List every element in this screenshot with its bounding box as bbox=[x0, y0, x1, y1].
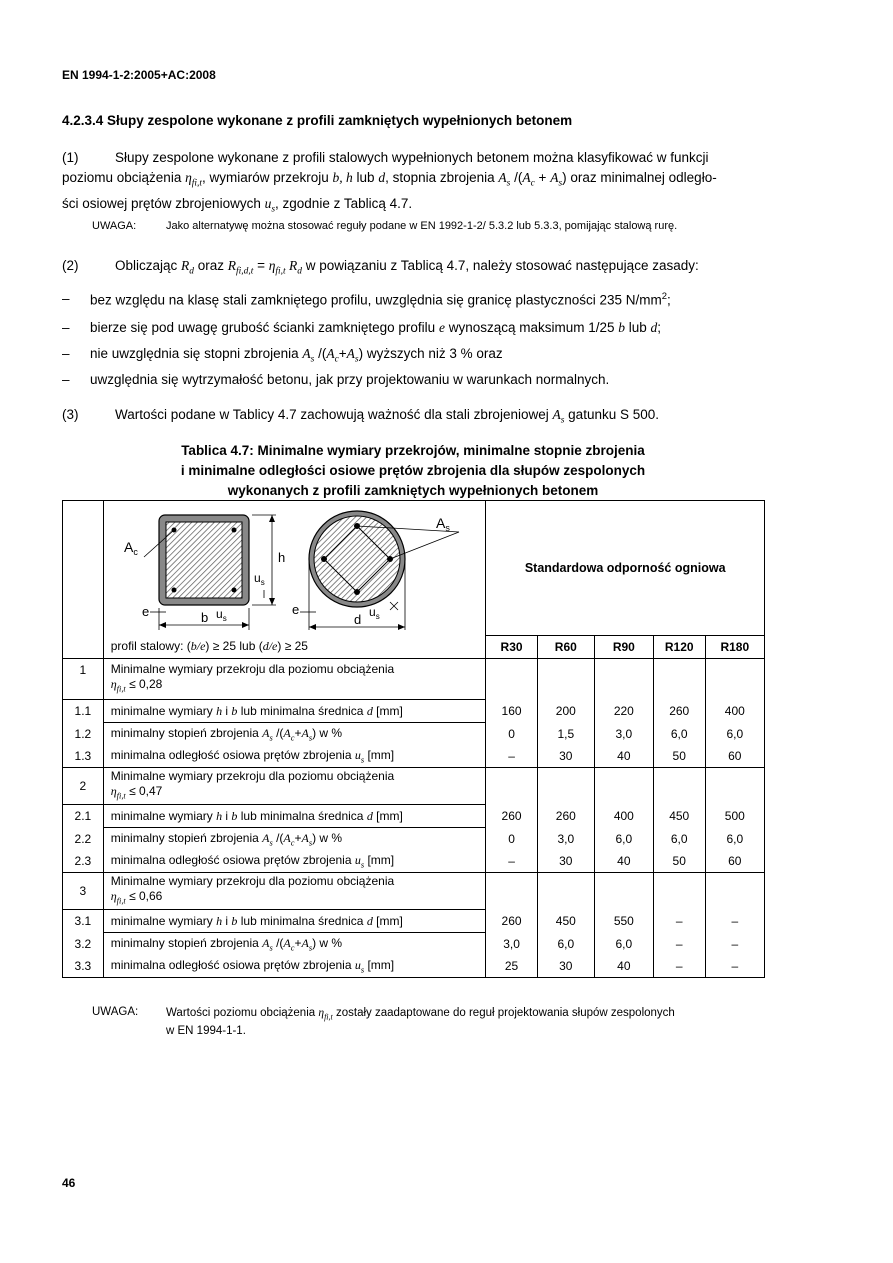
note-text: Jako alternatywę można stosować reguły podane w EN 1992-1-2/ 5.3.2 lub 5.3.3, pomijając stalową rurę. bbox=[166, 220, 678, 232]
note-text: Wartości poziomu obciążenia $\eta_{fi,t}$ zostały zaadaptowane do reguł projektowania słupów zespolonych w EN 1994-1-1. bbox=[166, 1007, 675, 1038]
label-ac: $A_c$ bbox=[123, 538, 138, 557]
col-r30: R30 bbox=[486, 635, 537, 658]
label-e-circle: e bbox=[291, 601, 299, 617]
section-title: 4.2.3.4 Słupy zespolone wykonane z profili zamkniętych wypełnionych betonem bbox=[62, 113, 573, 128]
paragraph-2: (2) Obliczając $R_d$ oraz $R_{fi,d,t} = \eta_{fi,t}$ $R_d$ w powiązaniu z Tablicą 4.7, należy stosować następujące zasady: bbox=[62, 258, 699, 277]
col-r180: R180 bbox=[705, 635, 764, 658]
col-r90: R90 bbox=[594, 635, 653, 658]
paragraph-1: (1) Słupy zespolone wykonane z profili stalowych wypełnionych betonem można klasyfikować w funkcji poziomu obciążenia $\eta_{fi,t}$, wymiarów przekroju b, h lub d, stopnia zbrojenia $A_s$ $/(A_c + A_s)$ oraz minimalnej odległo- ści osiowej prętów zbrojeniowych $u_s$, zgodnie z Tablicą 4.7. bbox=[62, 150, 717, 215]
group-title: Minimalne wymiary przekroju dla poziomu obciążenia $\eta_{fi,t} \le 0,47$ bbox=[103, 768, 486, 805]
label-us-horizontal: $u_s$ bbox=[215, 606, 227, 623]
paragraph-3: (3) Wartości podane w Tablicy 4.7 zachowują ważność dla stali zbrojeniowej $A_s$ gatunku S 500. bbox=[62, 407, 659, 426]
cross-section-diagram bbox=[104, 502, 479, 635]
label-e-square: e bbox=[141, 603, 149, 619]
note-label: UWAGA: bbox=[92, 1006, 139, 1018]
table-row: 3.3 minimalna odległość osiowa prętów zbrojenia $u_s$ [mm] 25 30 40 – – bbox=[63, 955, 765, 978]
table-row: 2.1 minimalne wymiary h i b lub minimalna średnica d [mm] 260 260 400 450 500 bbox=[63, 805, 765, 828]
group-title: Minimalne wymiary przekroju dla poziomu obciążenia $\eta_{fi,t} \le 0,28$ bbox=[103, 659, 486, 700]
label-h: h bbox=[277, 549, 285, 565]
note-label: UWAGA: bbox=[92, 220, 137, 232]
label-us-vertical: $u_s$ bbox=[253, 570, 265, 587]
table-row: 3.1 minimalne wymiary h i b lub minimalna średnica d [mm] 260 450 550 – – bbox=[63, 910, 765, 933]
rebar-dot bbox=[354, 589, 360, 595]
rebar-dot bbox=[231, 587, 236, 592]
label-us-circle: $u_s$ bbox=[368, 604, 380, 621]
table-row: 2.2 minimalny stopień zbrojenia $A_s$ $/(A_c+A_s)$ w % 0 3,0 6,0 6,0 6,0 bbox=[63, 828, 765, 851]
rebar-dot bbox=[171, 587, 176, 592]
col-r120: R120 bbox=[653, 635, 705, 658]
group-number: 2 bbox=[63, 768, 104, 805]
label-as: $A_s$ bbox=[435, 514, 450, 533]
col-r60: R60 bbox=[537, 635, 594, 658]
page-number: 46 bbox=[62, 1176, 76, 1190]
table-row: 1.2 minimalny stopień zbrojenia $A_s$ $/(A_c+A_s)$ w % 0 1,5 3,0 6,0 6,0 bbox=[63, 723, 765, 746]
label-b: b bbox=[200, 609, 208, 625]
diagram-cell bbox=[103, 501, 486, 636]
fire-resistance-header: Standardowa odporność ogniowa bbox=[486, 501, 765, 636]
table-4-7 bbox=[62, 500, 765, 978]
note-1 bbox=[92, 220, 772, 236]
document-header: EN 1994-1-2:2005+AC:2008 bbox=[62, 68, 216, 82]
table-row: 1.1 minimalne wymiary h i b lub minimalna średnica d [mm] 160 200 220 260 400 bbox=[63, 700, 765, 723]
rebar-dot bbox=[321, 556, 327, 562]
group-number: 1 bbox=[63, 659, 104, 700]
group-title: Minimalne wymiary przekroju dla poziomu obciążenia $\eta_{fi,t} \le 0,66$ bbox=[103, 873, 486, 910]
table-caption: Tablica 4.7: Minimalne wymiary przekrojów, minimalne stopnie zbrojenia i minimalne odległości osiowe prętów zbrojenia dla słupów zespolonych wykonanych z profili zamkniętych wypełnionych betonem bbox=[180, 443, 646, 498]
square-concrete bbox=[166, 522, 242, 598]
label-d: d bbox=[353, 611, 361, 627]
paragraph-number: (1) bbox=[62, 150, 79, 165]
table-row: 1.3 minimalna odległość osiowa prętów zbrojenia $u_s$ [mm] – 30 40 50 60 bbox=[63, 745, 765, 768]
rebar-dot bbox=[231, 527, 236, 532]
profile-label: profil stalowy: (b/e) ≥ 25 lub (d/e) ≥ 25 bbox=[103, 635, 486, 658]
table-row: 3.2 minimalny stopień zbrojenia $A_s$ $/(A_c+A_s)$ w % 3,0 6,0 6,0 – – bbox=[63, 933, 765, 956]
table-row: 2.3 minimalna odległość osiowa prętów zbrojenia $u_s$ [mm] – 30 40 50 60 bbox=[63, 850, 765, 873]
group-number: 3 bbox=[63, 873, 104, 910]
